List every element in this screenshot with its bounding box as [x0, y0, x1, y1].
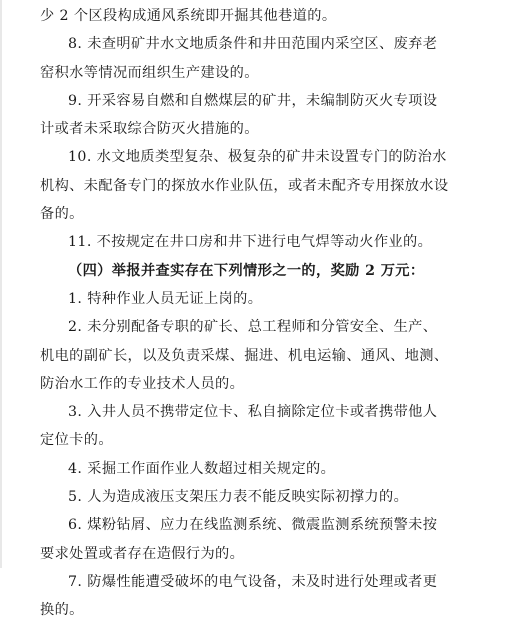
- text-line: 机构、未配备专门的探放水作业队伍，或者未配齐专用探放水设: [40, 177, 449, 194]
- text-line: 机电的副矿长，以及负责采煤、掘进、机电运输、通风、地测、: [40, 347, 449, 364]
- text-line: 1. 特种作业人员无证上岗的。: [68, 290, 263, 307]
- text-line: 6. 煤粉钻屑、应力在线监测系统、微震监测系统预警未按: [68, 517, 438, 534]
- text-line: 7. 防爆性能遭受破坏的电气设备，未及时进行处理或者更: [68, 573, 438, 590]
- text-line: 4. 采掘工作面作业人数超过相关规定的。: [68, 460, 336, 477]
- text-line: 3. 入井人员不携带定位卡、私自摘除定位卡或者携带他人: [68, 404, 438, 421]
- section-heading: （四）举报并查实存在下列情形之一的，奖励 2 万元：: [68, 262, 425, 279]
- text-line: 8. 未查明矿井水文地质条件和井田范围内采空区、废弃老: [68, 36, 438, 53]
- text-line: 窑积水等情况而组织生产建设的。: [40, 64, 259, 81]
- text-line: 11. 不按规定在井口房和井下进行电气焊等动火作业的。: [68, 234, 433, 251]
- text-line: 2. 未分别配备专职的矿长、总工程师和分管安全、生产、: [68, 319, 438, 336]
- text-line: 10. 水文地质类型复杂、极复杂的矿井未设置专门的防治水: [68, 149, 447, 166]
- page-edge: [0, 0, 2, 568]
- text-line: 防治水工作的专业技术人员的。: [40, 375, 245, 392]
- text-line: 换的。: [40, 602, 84, 619]
- text-line: 要求处置或者存在造假行为的。: [40, 545, 245, 562]
- document-body: [40, 2, 488, 625]
- text-line: 计或者未采取综合防灭火措施的。: [40, 121, 259, 138]
- text-line: 5. 人为造成液压支架压力表不能反映实际初撑力的。: [68, 489, 409, 506]
- text-line: 备的。: [40, 206, 84, 223]
- text-line: 少 2 个区段构成通风系统即开掘其他巷道的。: [40, 8, 337, 24]
- text-line: 定位卡的。: [40, 432, 113, 449]
- text-line: 9. 开采容易自燃和自燃煤层的矿井，未编制防灭火专项设: [68, 92, 438, 109]
